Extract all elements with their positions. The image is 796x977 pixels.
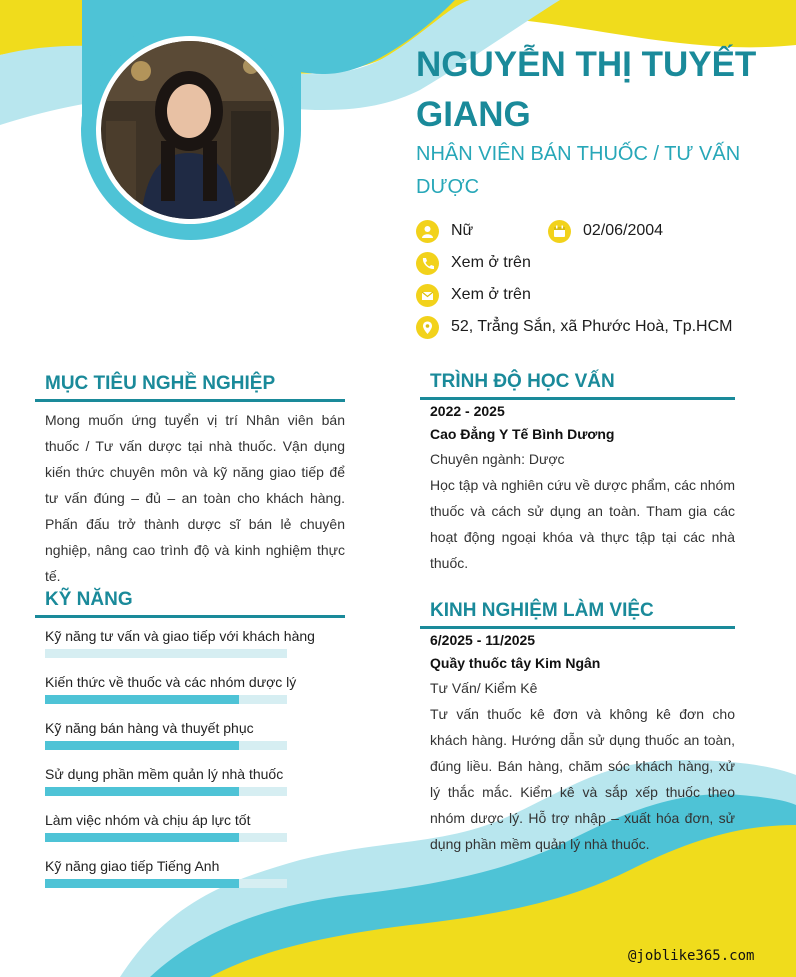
- envelope-icon: [416, 284, 439, 307]
- gender-row: [416, 219, 473, 243]
- education-school: Cao Đẳng Y Tế Bình Dương: [430, 426, 615, 442]
- skill-fill: [45, 833, 239, 842]
- birthdate-row: [548, 219, 663, 243]
- skill-bar: [45, 879, 287, 888]
- skill-bar: [45, 695, 287, 704]
- avatar: [101, 41, 279, 219]
- education-title: TRÌNH ĐỘ HỌC VẤN: [430, 371, 615, 392]
- experience-role: Tư Vấn/ Kiểm Kê: [430, 680, 538, 696]
- education-period: 2022 - 2025: [430, 403, 505, 419]
- gender-value: Nữ: [451, 222, 474, 239]
- birthdate-value: 02/06/2004: [583, 222, 664, 239]
- job-title: NHÂN VIÊN BÁN THUỐC / TƯ VẤN DƯỢC: [416, 143, 741, 198]
- skill-bar: [45, 833, 287, 842]
- email-row: [416, 283, 531, 307]
- skills-title: KỸ NĂNG: [45, 589, 133, 610]
- location-pin-icon: [416, 316, 439, 339]
- user-icon: [416, 220, 439, 243]
- skill-label: Sử dụng phần mềm quản lý nhà thuốc: [45, 766, 284, 782]
- address-row: [416, 315, 732, 339]
- phone-row: [416, 251, 531, 275]
- skill-label: Kỹ năng bán hàng và thuyết phục: [45, 720, 254, 736]
- skill-bar: [45, 741, 287, 750]
- skill-bar: [45, 787, 287, 796]
- objective-divider: [35, 399, 345, 402]
- skill-label: Kiến thức về thuốc và các nhóm dược lý: [45, 674, 297, 690]
- phone-value: Xem ở trên: [451, 254, 531, 271]
- skill-fill: [45, 879, 239, 888]
- candidate-name: NGUYỄN THỊ TUYẾT GIANG: [416, 45, 757, 134]
- education-divider: [420, 397, 735, 400]
- experience-description: Tư vấn thuốc kê đơn và không kê đơn cho khách hàng. Hướng dẫn sử dụng thuốc an toàn, đúng liều. Bán hàng, chăm sóc khách hàng, xử lý thắc mắc. Kiểm kê và sắp xếp thuốc theo nhóm dược lý. Hỗ trợ nhập – xuất hóa đơn, sử dụng phần mềm quản lý nhà thuốc.: [430, 706, 735, 852]
- watermark: @joblike365.com: [628, 948, 755, 964]
- experience-company: Quầy thuốc tây Kim Ngân: [430, 655, 601, 671]
- phone-icon: [416, 252, 439, 275]
- experience-period: 6/2025 - 11/2025: [430, 632, 536, 648]
- skill-fill: [45, 741, 239, 750]
- skill-label: Kỹ năng giao tiếp Tiếng Anh: [45, 858, 220, 874]
- skills-divider: [35, 615, 345, 618]
- skill-fill: [45, 787, 239, 796]
- skill-fill: [45, 695, 239, 704]
- email-value: Xem ở trên: [451, 286, 531, 303]
- education-major: Chuyên ngành: Dược: [430, 451, 565, 467]
- address-value: 52, Trẳng Sắn, xã Phước Hoà, Tp.HCM: [451, 318, 733, 335]
- experience-title: KINH NGHIỆM LÀM VIỆC: [430, 600, 654, 621]
- education-description: Học tập và nghiên cứu về dược phẩm, các nhóm thuốc và cách sử dụng an toàn. Tham gia các hoạt động ngoại khóa và thực tập tại các nhà thuốc.: [430, 477, 735, 571]
- experience-divider: [420, 626, 735, 629]
- calendar-icon: [548, 220, 571, 243]
- skill-label: Kỹ năng tư vấn và giao tiếp với khách hàng: [45, 628, 315, 644]
- skill-bar: [45, 649, 287, 658]
- objective-title: MỤC TIÊU NGHỀ NGHIỆP: [45, 373, 276, 394]
- skill-label: Làm việc nhóm và chịu áp lực tốt: [45, 812, 251, 828]
- objective-text: Mong muốn ứng tuyển vị trí Nhân viên bán thuốc / Tư vấn dược tại nhà thuốc. Vận dụng kiến thức chuyên môn và kỹ năng giao tiếp để tư vấn đúng – đủ – an toàn cho khách hàng. Phấn đấu trở thành dược sĩ bán lẻ chuyên nghiệp, nâng cao trình độ và kinh nghiệm thực tế.: [45, 412, 345, 584]
